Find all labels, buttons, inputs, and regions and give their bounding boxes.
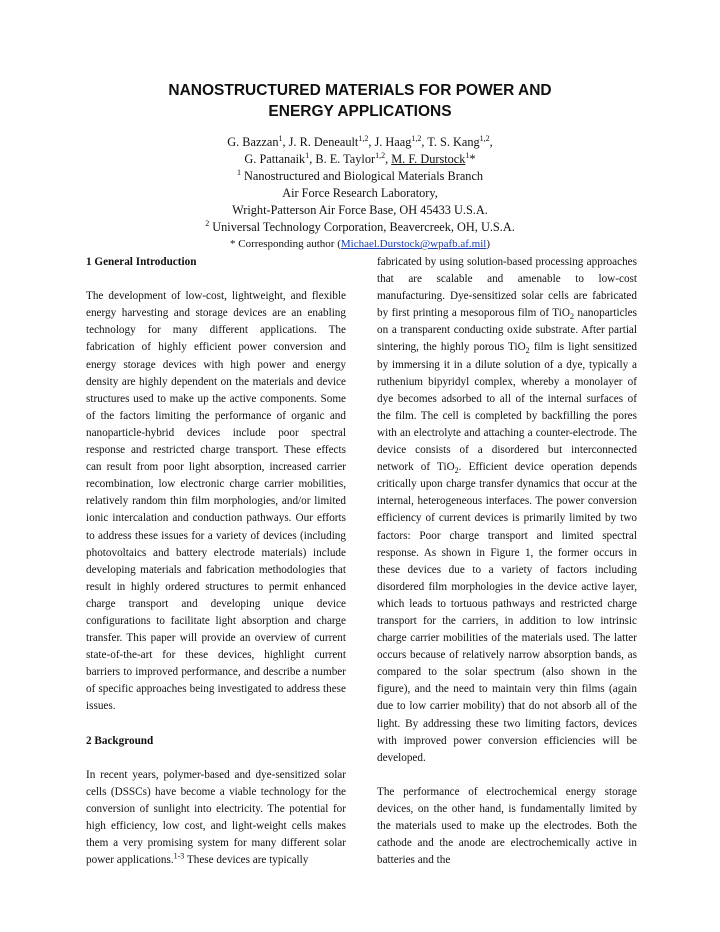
- paragraph-text: . Efficient device operation depends critically upon charge transfer dynamics that occur at the internal, heterogeneous interfaces. The power conversion efficiency of current devices is primarily limited by two factors: Poor charge transport and limited spectral response. As shown in Figure 1, the former occurs in these devices due to a variety of factors including disordered film morphologies in the device active layer, which leads to tortuous pathways and restricted charge transport for the carriers, in addition to low intrinsic charge carrier mobilities of the materials used. The latter occurs because of relatively narrow absorption bands, as compared to the solar spectrum (also shown in the figure), and the need to maintain very thin films (again due to low carrier mobility) that do not absorb all of the light. By addressing these two limiting factors, devices with improved power conversion efficiencies will be developed.: [377, 461, 637, 764]
- affiliation-1-line-3: Wright-Patterson Air Force Base, OH 45433 U.S.A.: [232, 203, 488, 217]
- author-name: , B. E. Taylor: [309, 152, 376, 166]
- author-affil-sup: 1,2: [411, 133, 422, 143]
- corr-prefix: * Corresponding author (: [229, 238, 341, 250]
- author-affil-sup: 1: [278, 133, 283, 143]
- author-affil-sup: 1,2: [358, 133, 369, 143]
- author-line-1: [0, 134, 720, 151]
- author-name: , J. Haag: [368, 135, 412, 149]
- section-heading-background: 2 Background: [86, 734, 154, 747]
- affiliation-text: Nanostructured and Biological Materials Branch: [240, 169, 484, 183]
- affiliation-2: [0, 219, 720, 236]
- affiliation-1: [0, 168, 720, 185]
- section-heading-introduction: 1 General Introduction: [86, 256, 197, 268]
- author-affil-sup: 1,2: [479, 133, 490, 143]
- affil-number: 2: [205, 218, 210, 228]
- title-line-1: NANOSTRUCTURED MATERIALS FOR POWER AND: [168, 82, 552, 99]
- paragraph-text: fabricated by using solution-based processing approaches that are scalable and amenable to low-cost manufacturing. Dye-sensitized solar cells are fabricated by first printing a mesoporous film of TiO: [377, 256, 637, 320]
- title-line-2: ENERGY APPLICATIONS: [268, 103, 452, 120]
- dssc-paragraph: [377, 254, 637, 767]
- paper-title: [0, 80, 720, 122]
- author-line-2: [0, 151, 720, 168]
- background-paragraph: [86, 767, 346, 870]
- subscript: 2: [569, 312, 574, 322]
- storage-paragraph: The performance of electrochemical energy storage devices, on the other hand, is fundamentally limited by the materials used to make up the electrodes. Both the cathode and the anode are electrochemically active in batteries and the: [377, 785, 637, 867]
- paragraph-text: nanoparticles on a transparent conducting oxide substrate. After partial sintering, the highly porous TiO: [377, 307, 637, 354]
- corresponding-marker: *: [469, 152, 476, 166]
- affiliation-1-line-2: Air Force Research Laboratory,: [282, 186, 438, 200]
- author-name: , T. S. Kang: [421, 135, 480, 149]
- paragraph-text: These devices are typically: [184, 854, 309, 867]
- author-name: G. Pattanaik: [244, 152, 306, 166]
- author-affil-sup: 1: [465, 150, 470, 160]
- email-link[interactable]: Michael.Durstock@wpafb.af.mil: [340, 238, 487, 250]
- paragraph-text: film is light sensitized by immersing it in a dilute solution of a dye, typically a ruthenium bipyridyl complex, whereby a monolayer of dye becomes adsorbed to all of the internal surfaces of the film. The cell is completed by backfilling the pores with an electrolyte and attaching a counter-electrode. The device consists of a disordered but interconnected network of TiO: [377, 341, 637, 474]
- author-affil-sup: 1,2: [375, 150, 386, 160]
- subscript: 2: [525, 346, 530, 356]
- corr-suffix: ): [486, 238, 491, 250]
- affil-number: 1: [236, 167, 241, 177]
- corresponding-author-name: M. F. Durstock: [391, 152, 466, 166]
- citation-ref: 1-3: [173, 851, 185, 861]
- subscript: 2: [454, 466, 459, 476]
- left-column: [86, 254, 346, 869]
- corresponding-author: [0, 236, 720, 253]
- author-affil-sup: 1: [305, 150, 310, 160]
- right-column: [377, 254, 637, 869]
- paragraph-text: In recent years, polymer-based and dye-sensitized solar cells (DSSCs) have become a viable technology for the conversion of sunlight into electricity. The potential for high efficiency, low cost, and light-weight cells makes them a very promising system for many different solar power applications.: [86, 768, 346, 867]
- author-block: [0, 134, 720, 253]
- author-separator: ,: [385, 152, 392, 166]
- intro-paragraph: The development of low-cost, lightweight, and flexible energy harvesting and storage devices are an enabling technology for many different applications. The fabrication of highly efficient power conversion and energy storage devices with high power and energy density are highly dependent on the materials and device structures used to make up the active components. Some of the factors limiting the performance of organic and nanoparticle-hybrid devices include poor spectral response and restricted charge transport. These effects can result from poor light absorption, increased carrier recombination, low electronic charge carrier mobilities, relatively random thin film morphologies, and/or limited ionic intercalation and conduction pathways. Our efforts to address these issues for a variety of devices (including photovoltaics and battery electrode materials) include developing materials and fabrication methodologies that result in highly ordered structures to permit enhanced charge transport and developing unique device configurations to facilitate light absorption and charge transfer. This paper will provide an overview of current state-of-the-art for these devices, highlight current barriers to improved performance, and describe a number of specific approaches being investigated to address these issues.: [86, 290, 346, 713]
- affiliation-text: Universal Technology Corporation, Beavercreek, OH, U.S.A.: [209, 220, 515, 234]
- author-separator: ,: [489, 135, 493, 149]
- author-name: G. Bazzan: [227, 135, 279, 149]
- author-name: , J. R. Deneault: [282, 135, 359, 149]
